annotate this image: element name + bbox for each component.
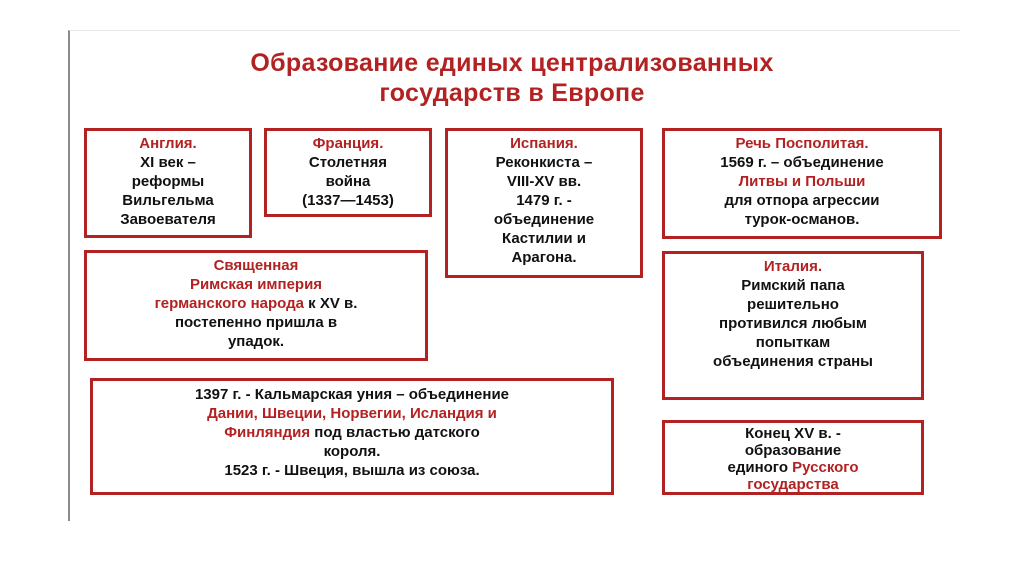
- box-italy-line-2: решительно: [747, 296, 839, 313]
- box-rzeczpospolita-line-3: для отпора агрессии: [724, 192, 880, 209]
- box-france-line-3: (1337—1453): [302, 192, 394, 209]
- box-spain: [445, 128, 643, 278]
- box-kalmar-union: [90, 378, 614, 495]
- title-line-1: Образование единых централизованных: [250, 49, 774, 77]
- title-line-2: государств в Европе: [379, 79, 645, 107]
- box-kalmar-line-3-red: Финляндия: [224, 424, 311, 441]
- box-rzeczpospolita-heading: Речь Посполитая.: [735, 135, 869, 152]
- box-hre-line-4: постепенно пришла в: [174, 314, 338, 331]
- box-spain-line-4: объединение: [493, 211, 595, 228]
- box-italy: [662, 251, 924, 400]
- box-rzeczpospolita-line-4: турок-османов.: [744, 211, 860, 228]
- box-kalmar-line-5: 1523 г. - Швеция, вышла из союза.: [224, 462, 480, 479]
- box-italy-line-3: противился любым: [719, 315, 867, 332]
- box-spain-heading: Испания.: [510, 135, 578, 152]
- box-england: [84, 128, 252, 238]
- box-hre-line-5: упадок.: [227, 333, 285, 350]
- box-spain-line-5: Кастилии и: [502, 230, 586, 247]
- box-hre-line-3: [155, 294, 358, 313]
- box-italy-heading: Италия.: [763, 258, 823, 275]
- box-kalmar-line-1: 1397 г. - Кальмарская уния – объединение: [194, 386, 510, 403]
- box-france-heading: Франция.: [312, 135, 384, 152]
- box-russia-line-4: государства: [747, 476, 839, 493]
- box-hre-line-3-black: к XV в.: [304, 295, 358, 312]
- box-holy-roman-empire: [84, 250, 428, 361]
- box-rzeczpospolita: [662, 128, 942, 239]
- box-france-line-1: Столетняя: [308, 154, 388, 171]
- box-italy-line-4: попыткам: [755, 334, 831, 351]
- box-russia: [662, 420, 924, 495]
- box-france-line-2: война: [325, 173, 371, 190]
- box-italy-line-5: объединения страны: [713, 353, 873, 370]
- box-rzeczpospolita-line-2: Литвы и Польши: [738, 173, 866, 190]
- box-kalmar-line-3-black: под властью датского: [310, 424, 480, 441]
- box-england-line-2: реформы: [131, 173, 205, 190]
- box-hre-line-1: Священная: [213, 257, 299, 274]
- box-russia-line-3-black: единого: [727, 459, 793, 476]
- box-england-line-1: XI век –: [140, 154, 196, 171]
- box-england-line-4: Завоевателя: [120, 211, 216, 228]
- box-hre-line-2: Римская империя: [189, 276, 323, 293]
- box-kalmar-line-3: [224, 423, 480, 442]
- box-hre-line-3-red: германского народа: [154, 295, 305, 312]
- box-spain-line-6: Арагона.: [511, 249, 577, 266]
- box-kalmar-line-2: Дании, Швеции, Норвегии, Исландия и: [207, 405, 497, 422]
- box-italy-line-1: Римский папа: [741, 277, 845, 294]
- box-rzeczpospolita-line-1: 1569 г. – объединение: [720, 154, 884, 171]
- box-england-line-3: Вильгельма: [122, 192, 214, 209]
- box-russia-line-3-red: Русского: [792, 459, 859, 476]
- box-spain-line-2: VIII-XV вв.: [506, 173, 582, 190]
- page-title: [0, 48, 1024, 108]
- box-russia-line-3: [727, 459, 858, 476]
- box-spain-line-3: 1479 г. -: [516, 192, 572, 209]
- box-kalmar-line-4: короля.: [323, 443, 381, 460]
- box-russia-line-2: образование: [744, 442, 842, 459]
- box-france: [264, 128, 432, 217]
- box-england-heading: Англия.: [139, 135, 197, 152]
- box-russia-line-1: Конец XV в. -: [745, 425, 841, 442]
- box-spain-line-1: Реконкиста –: [495, 154, 593, 171]
